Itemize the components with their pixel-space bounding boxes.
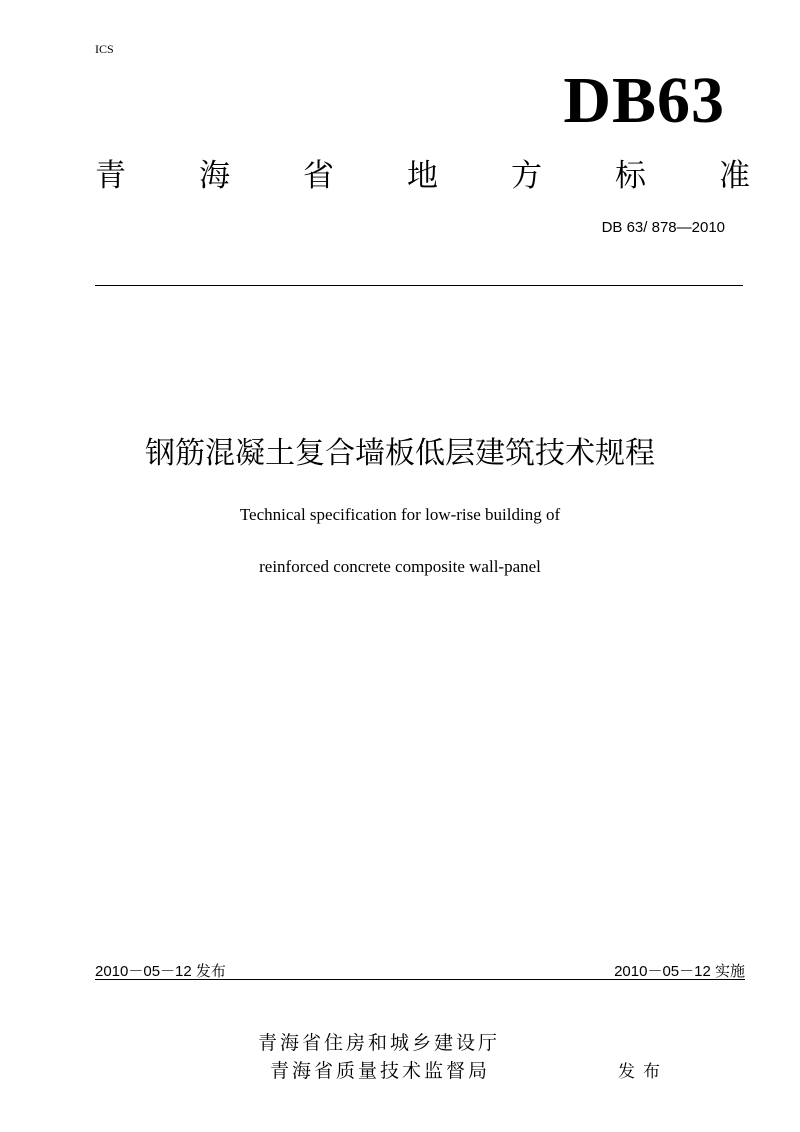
ics-label: ICS <box>95 42 114 56</box>
db-code: DB63 <box>563 64 725 137</box>
standard-type <box>95 156 750 196</box>
publisher-line1: 青海省住房和城乡建设厅 <box>258 1032 501 1054</box>
document-title-english-line1: Technical specification for low-rise building of <box>239 505 561 524</box>
publish-label: 发布 <box>618 1062 668 1082</box>
footer-divider <box>95 979 745 980</box>
standard-type-char: 海 <box>199 158 230 194</box>
document-title-english-line2: reinforced concrete composite wall-panel <box>259 557 541 576</box>
document-title-chinese: 钢筋混凝土复合墙板低层建筑技术规程 <box>145 436 655 471</box>
publisher-line2: 青海省质量技术监督局 <box>270 1060 491 1082</box>
standard-number: DB 63/ 878—2010 <box>601 219 725 236</box>
standard-type-char: 标 <box>615 158 646 194</box>
implementation-date: 2010－05－12 实施 <box>614 963 745 980</box>
standard-type-char: 地 <box>407 158 438 194</box>
header-divider <box>95 285 743 286</box>
standard-type-char: 准 <box>719 158 750 194</box>
standard-type-char: 省 <box>303 158 334 194</box>
standard-type-char: 方 <box>511 158 542 194</box>
standard-type-char: 青 <box>95 158 126 194</box>
issue-date: 2010－05－12 发布 <box>95 963 226 980</box>
